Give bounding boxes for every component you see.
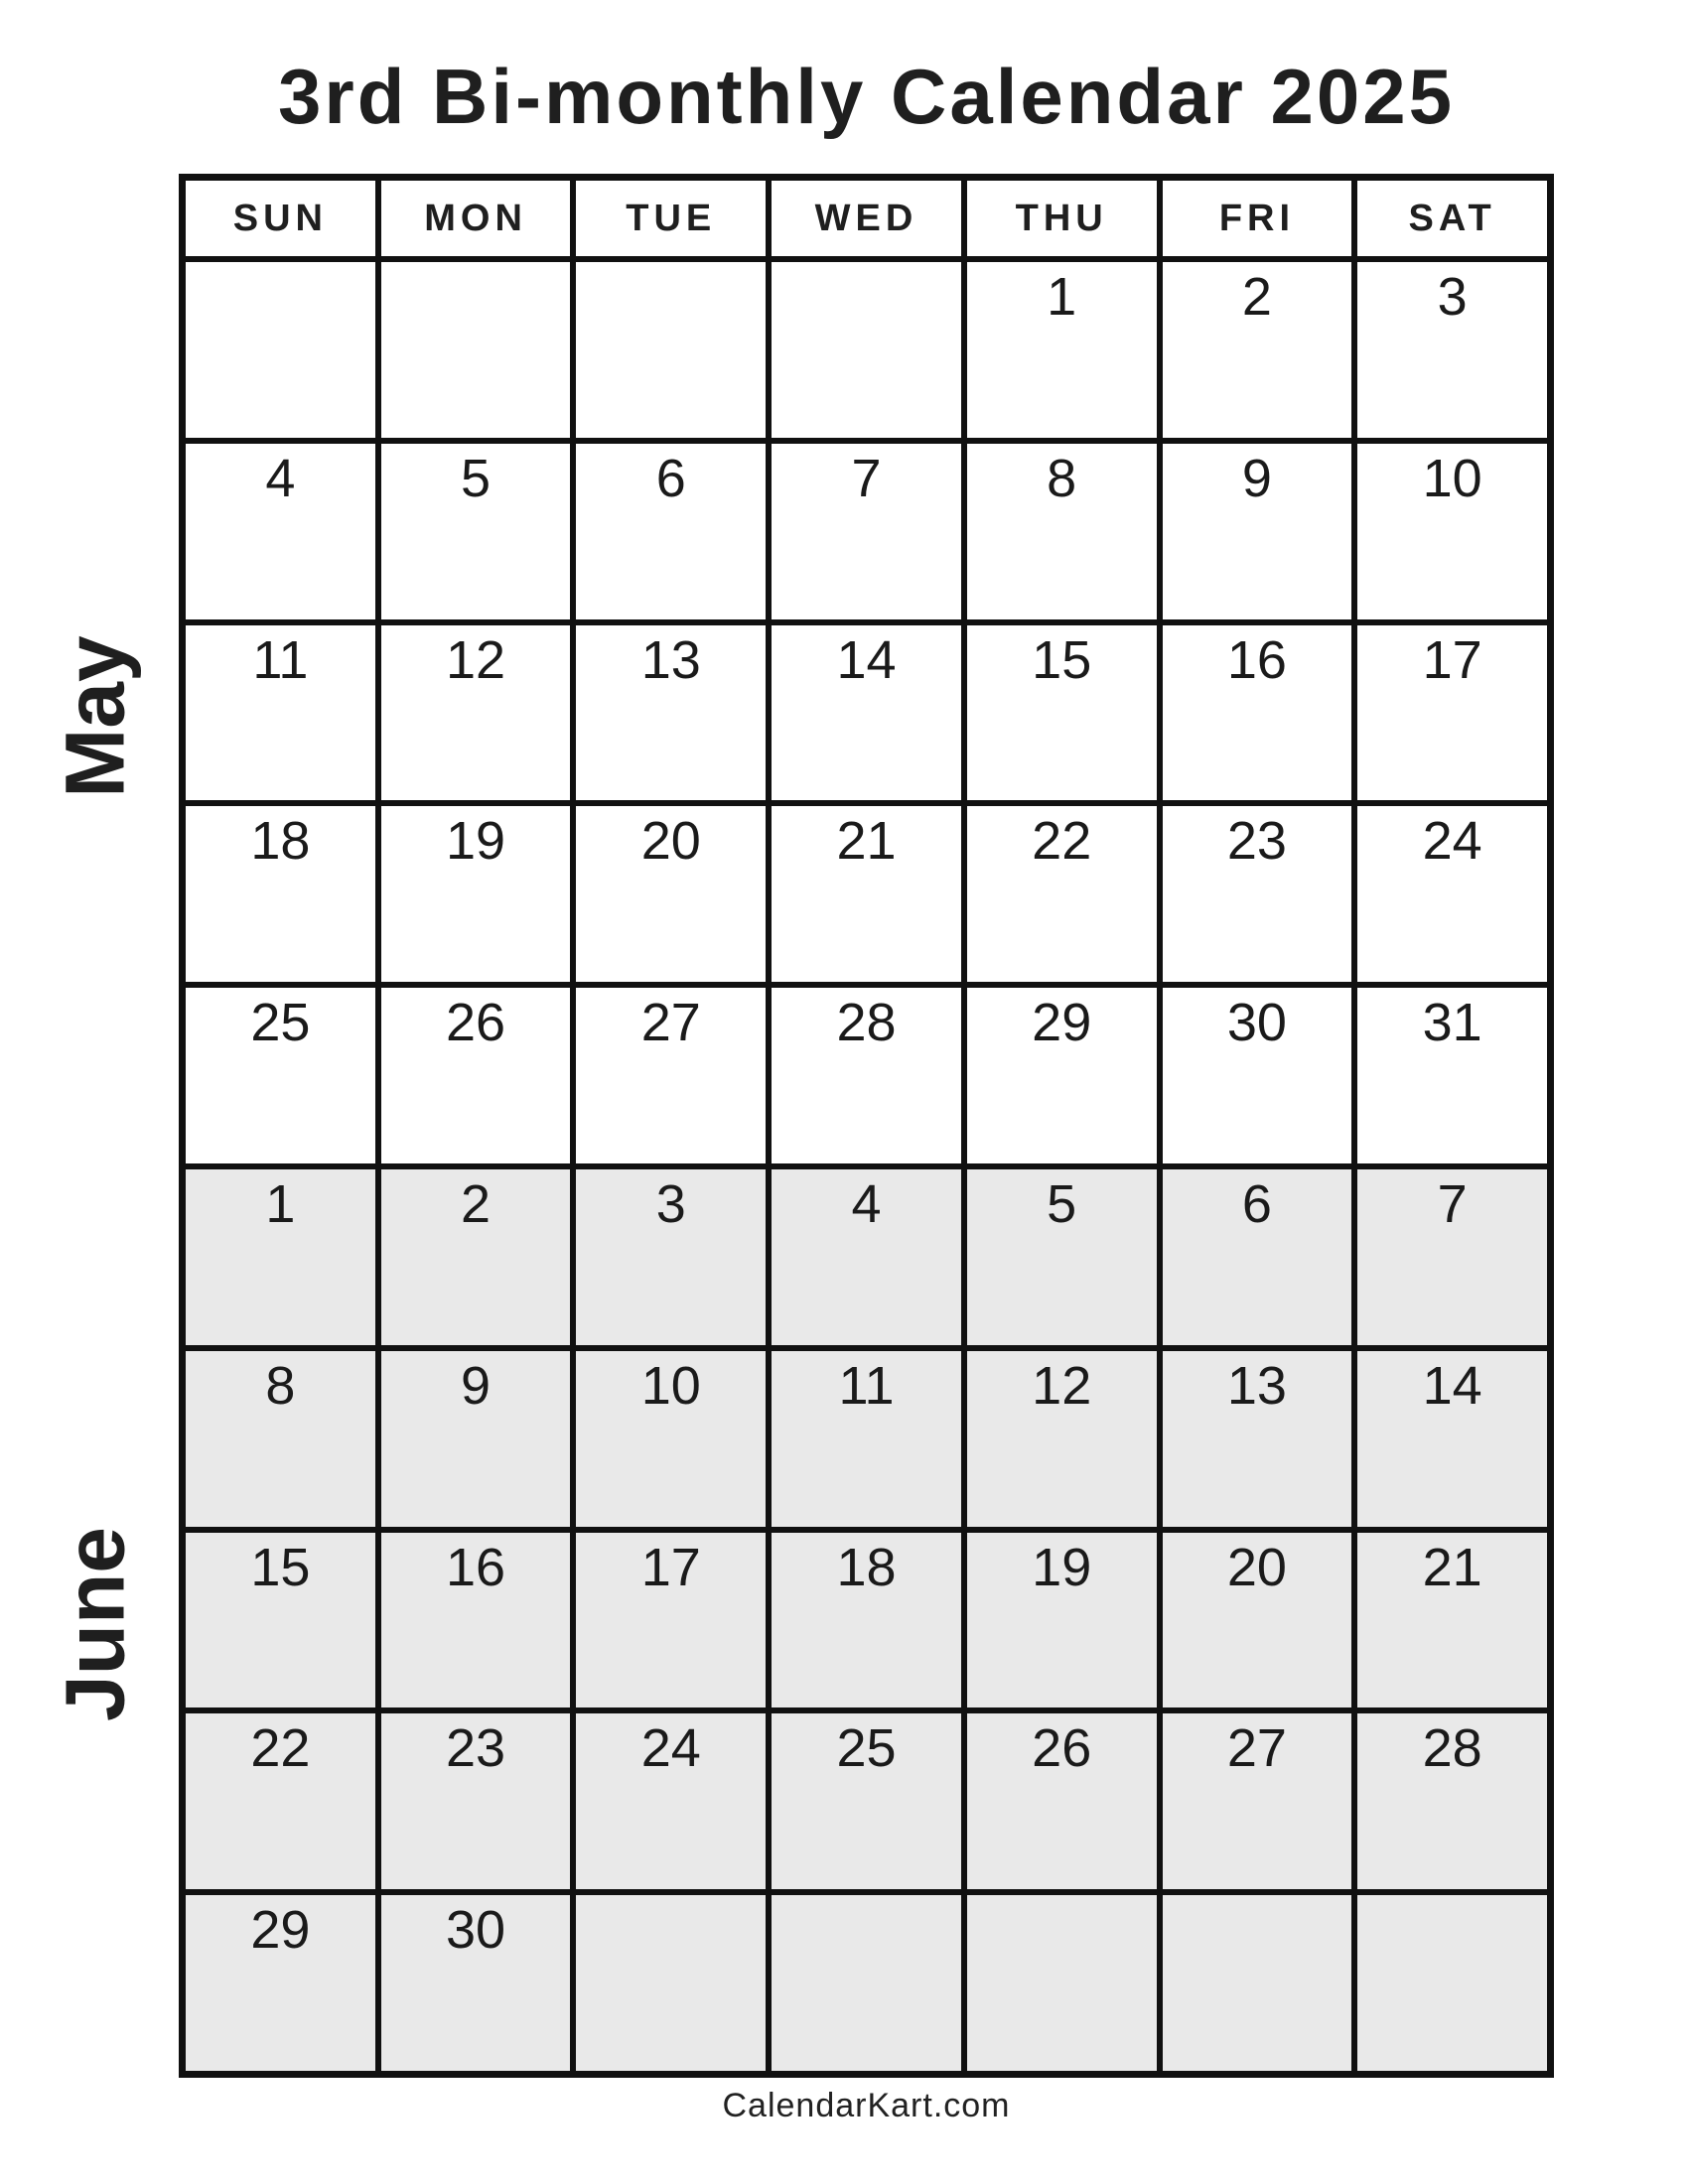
date-cell-june-1: 1	[186, 1169, 375, 1345]
page-title: 3rd Bi-monthly Calendar 2025	[278, 53, 1455, 140]
date-cell-may-2: 2	[1163, 262, 1352, 438]
date-cell-june-18: 18	[772, 1533, 961, 1708]
empty-cell-june	[967, 1895, 1157, 2071]
date-cell-may-9: 9	[1163, 444, 1352, 619]
date-cell-may-1: 1	[967, 262, 1157, 438]
date-cell-june-14: 14	[1357, 1351, 1547, 1527]
date-cell-may-25: 25	[186, 988, 375, 1163]
empty-cell-june	[1163, 1895, 1352, 2071]
date-cell-may-27: 27	[576, 988, 766, 1163]
date-cell-may-18: 18	[186, 806, 375, 982]
date-cell-may-13: 13	[576, 625, 766, 801]
weekday-header-sat: SAT	[1357, 181, 1547, 256]
date-cell-may-22: 22	[967, 806, 1157, 982]
empty-cell-may	[186, 262, 375, 438]
date-cell-june-4: 4	[772, 1169, 961, 1345]
footer-credit: CalendarKart.com	[722, 2087, 1011, 2124]
date-cell-may-11: 11	[186, 625, 375, 801]
empty-cell-june	[1357, 1895, 1547, 2071]
date-cell-may-24: 24	[1357, 806, 1547, 982]
date-cell-june-30: 30	[381, 1895, 571, 2071]
date-cell-june-19: 19	[967, 1533, 1157, 1708]
date-cell-may-5: 5	[381, 444, 571, 619]
date-cell-june-28: 28	[1357, 1713, 1547, 1889]
date-cell-may-3: 3	[1357, 262, 1547, 438]
date-cell-june-8: 8	[186, 1351, 375, 1527]
date-cell-june-5: 5	[967, 1169, 1157, 1345]
date-cell-may-31: 31	[1357, 988, 1547, 1163]
empty-cell-june	[772, 1895, 961, 2071]
date-cell-june-23: 23	[381, 1713, 571, 1889]
date-cell-may-28: 28	[772, 988, 961, 1163]
date-cell-may-4: 4	[186, 444, 375, 619]
date-cell-may-14: 14	[772, 625, 961, 801]
date-cell-june-27: 27	[1163, 1713, 1352, 1889]
weekday-header-wed: WED	[772, 181, 961, 256]
date-cell-may-29: 29	[967, 988, 1157, 1163]
date-cell-june-21: 21	[1357, 1533, 1547, 1708]
weekday-header-tue: TUE	[576, 181, 766, 256]
date-cell-june-26: 26	[967, 1713, 1157, 1889]
date-cell-may-7: 7	[772, 444, 961, 619]
month-label-june: June	[48, 1526, 142, 1722]
date-cell-june-6: 6	[1163, 1169, 1352, 1345]
calendar-grid	[179, 174, 1554, 2078]
date-cell-may-8: 8	[967, 444, 1157, 619]
empty-cell-may	[772, 262, 961, 438]
date-cell-june-24: 24	[576, 1713, 766, 1889]
date-cell-june-13: 13	[1163, 1351, 1352, 1527]
date-cell-june-16: 16	[381, 1533, 571, 1708]
date-cell-june-15: 15	[186, 1533, 375, 1708]
date-cell-june-20: 20	[1163, 1533, 1352, 1708]
weekday-header-mon: MON	[381, 181, 571, 256]
date-cell-may-20: 20	[576, 806, 766, 982]
date-cell-june-7: 7	[1357, 1169, 1547, 1345]
weekday-header-sun: SUN	[186, 181, 375, 256]
date-cell-may-15: 15	[967, 625, 1157, 801]
date-cell-may-10: 10	[1357, 444, 1547, 619]
weekday-header-thu: THU	[967, 181, 1157, 256]
date-cell-june-9: 9	[381, 1351, 571, 1527]
date-cell-june-10: 10	[576, 1351, 766, 1527]
date-cell-may-6: 6	[576, 444, 766, 619]
date-cell-june-12: 12	[967, 1351, 1157, 1527]
empty-cell-may	[576, 262, 766, 438]
date-cell-june-29: 29	[186, 1895, 375, 2071]
date-cell-may-19: 19	[381, 806, 571, 982]
weekday-header-fri: FRI	[1163, 181, 1352, 256]
date-cell-june-3: 3	[576, 1169, 766, 1345]
date-cell-june-25: 25	[772, 1713, 961, 1889]
date-cell-june-11: 11	[772, 1351, 961, 1527]
month-label-may: May	[48, 635, 142, 798]
date-cell-may-12: 12	[381, 625, 571, 801]
date-cell-june-22: 22	[186, 1713, 375, 1889]
date-cell-june-2: 2	[381, 1169, 571, 1345]
date-cell-may-26: 26	[381, 988, 571, 1163]
date-cell-may-23: 23	[1163, 806, 1352, 982]
date-cell-may-21: 21	[772, 806, 961, 982]
date-cell-may-17: 17	[1357, 625, 1547, 801]
date-cell-june-17: 17	[576, 1533, 766, 1708]
date-cell-may-30: 30	[1163, 988, 1352, 1163]
empty-cell-june	[576, 1895, 766, 2071]
empty-cell-may	[381, 262, 571, 438]
date-cell-may-16: 16	[1163, 625, 1352, 801]
